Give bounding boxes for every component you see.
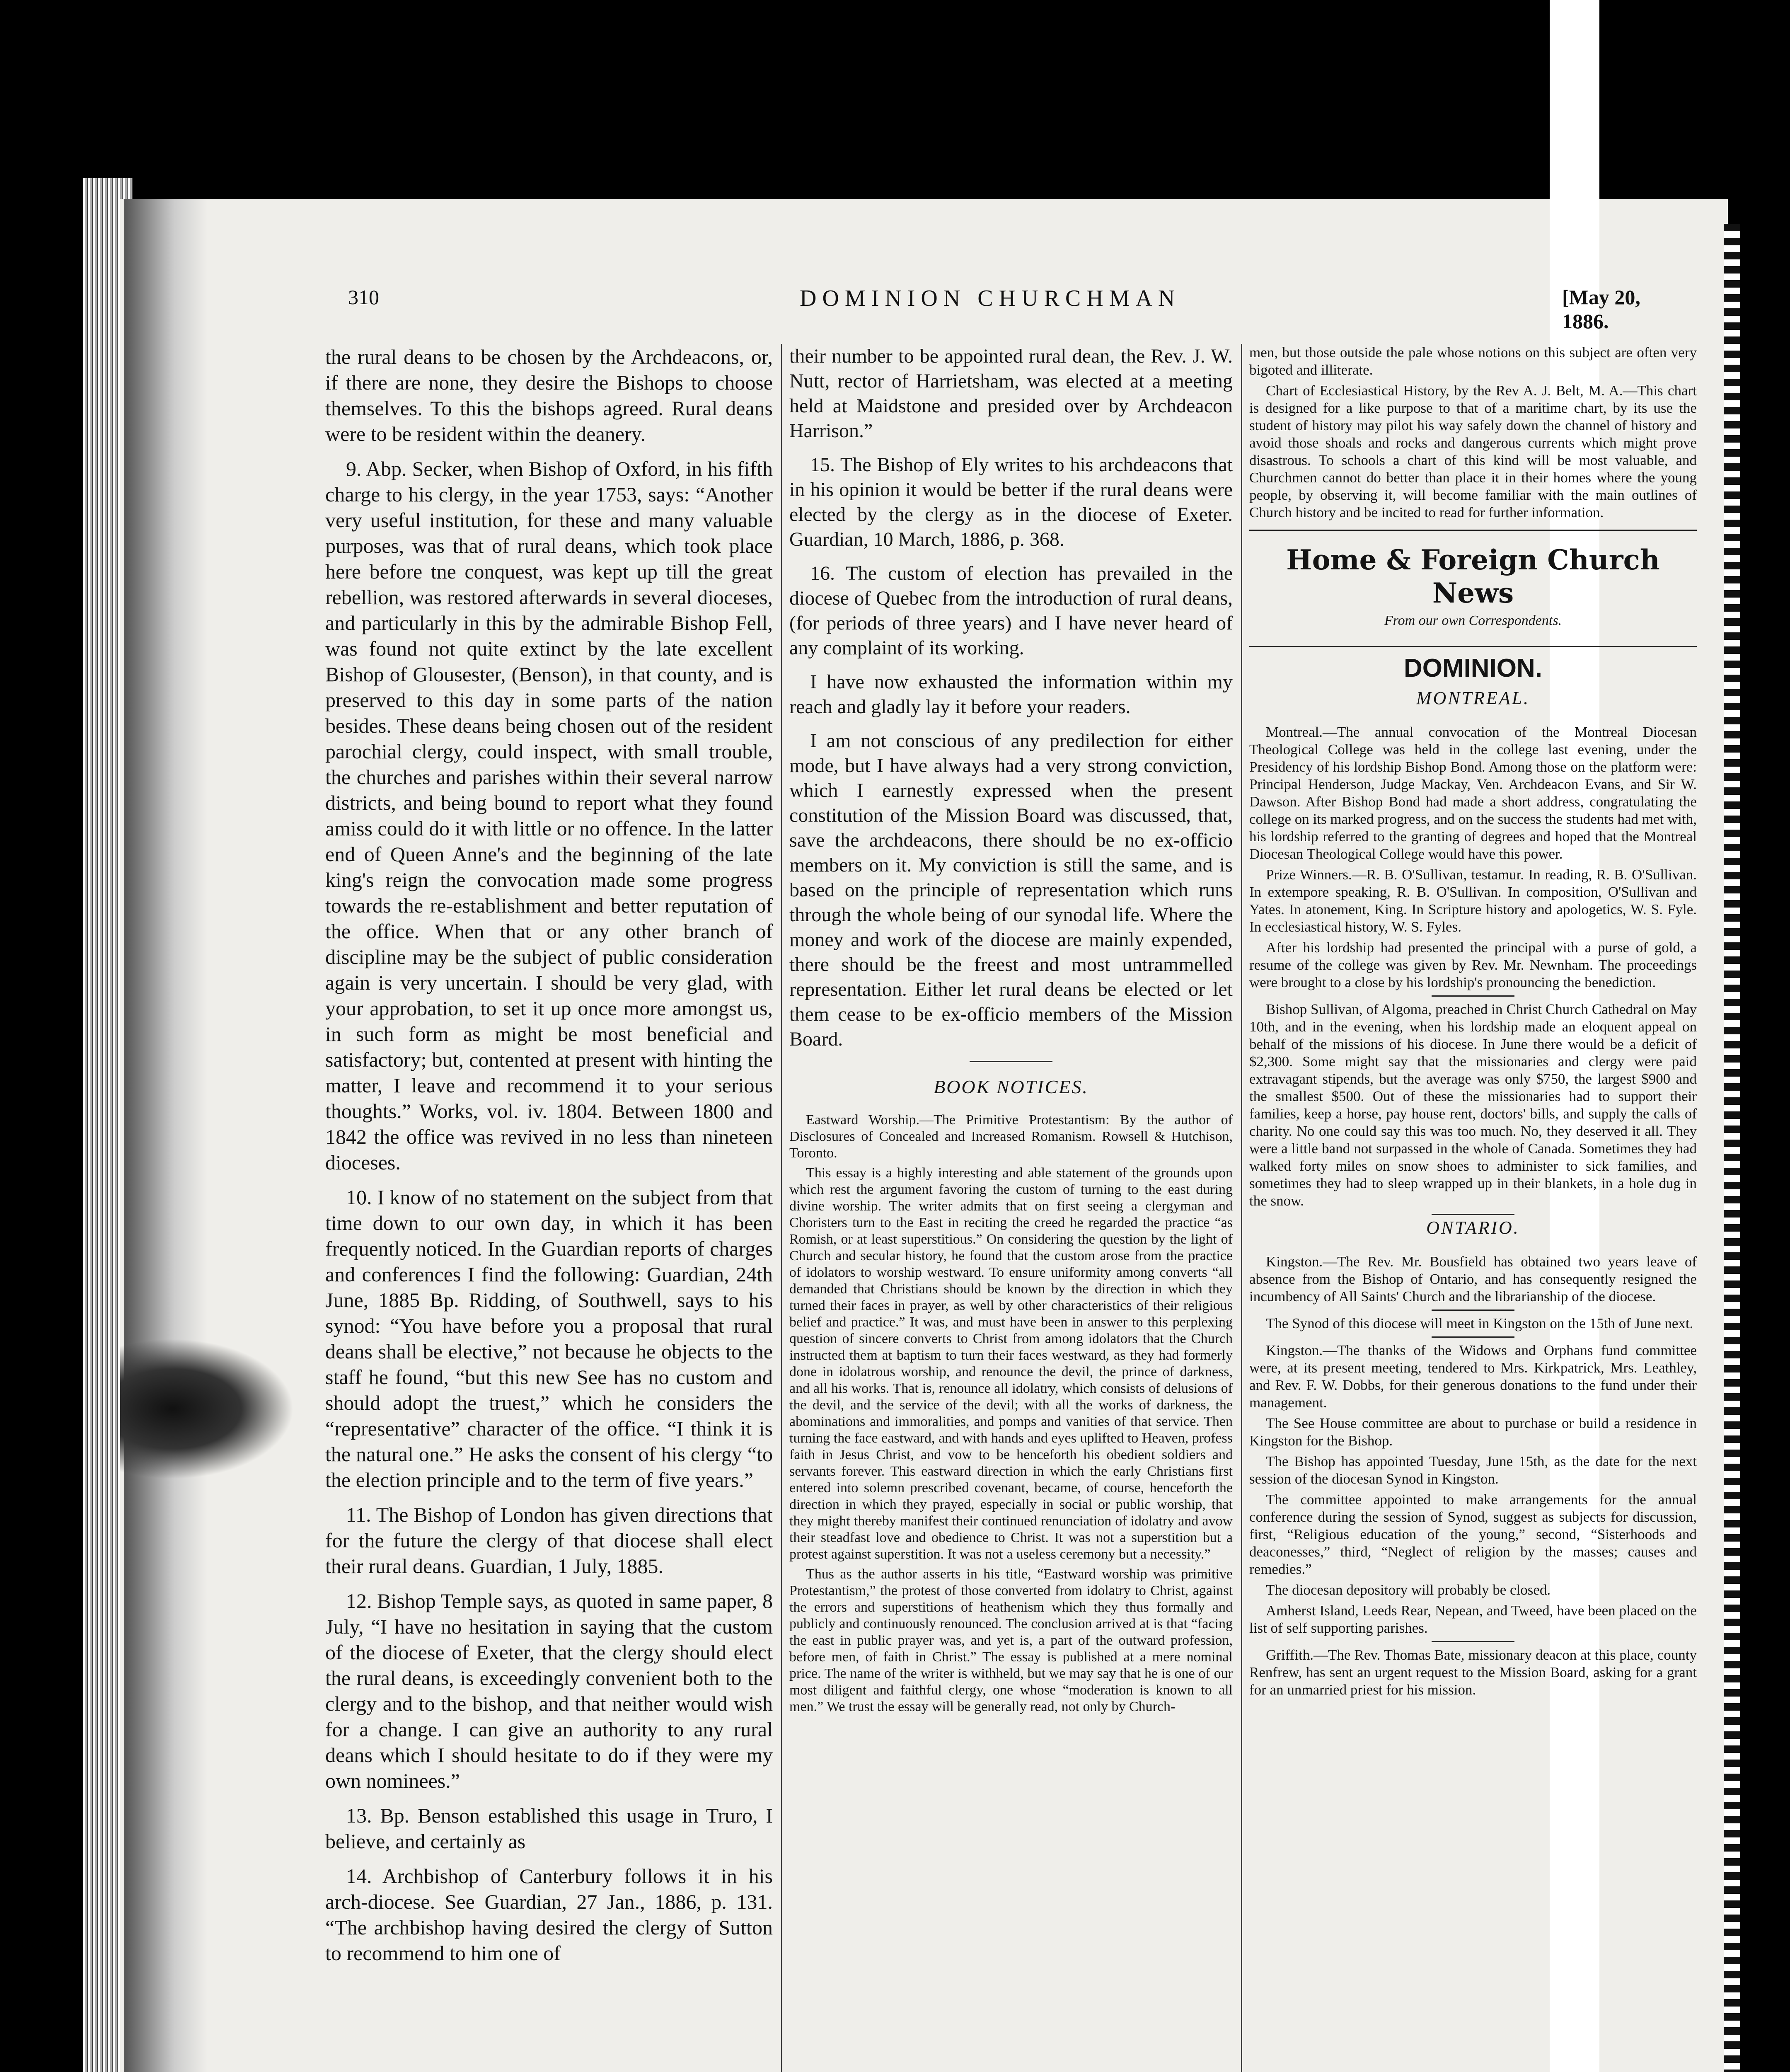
thumb-shadow <box>120 1339 294 1479</box>
paragraph: Montreal.—The annual convocation of the Montreal Diocesan Theological College was held in the college last evening, under the Presidency of his lordship Bishop Bond. Among those on the platform were: Principal Henderson, Judge Mackay, Ven. Archdeacon Evans, and Sir W. Dawson. After Bishop Bond had made a short address, congratulating the college on its marked progress, and on the success the students had met with, his lordship referred to the granting of degrees and hoped that the Montreal Diocesan Theological College would have this power. <box>1249 724 1697 862</box>
section-title: Home & Foreign Church News <box>1249 530 1697 610</box>
paragraph: The diocesan depository will probably be closed. <box>1266 1582 1551 1598</box>
paragraph: The Synod of this diocese will meet in Kingston on the 15th of June next. <box>1266 1315 1693 1331</box>
paragraph: 15. The Bishop of Ely writes to his archdeacons that in his opinion it would be better if the rural deans were elected by the clergy as in the diocese of Exeter. Guardian, 10 March, 1886, p. 368. <box>789 454 1233 550</box>
paragraph: 14. Archbishop of Canterbury follows it in his arch-diocese. See Guardian, 27 Jan., 1886, p. 131. “The archbishop having desired the clergy of Sutton to recommend to him one of <box>325 1864 773 1965</box>
paragraph: their number to be appointed rural dean, the Rev. J. W. Nutt, rector of Harrietsham, was elected at a meeting held at Maidstone and presided over by Archdeacon Harrison.” <box>789 345 1233 442</box>
page-number: 310 <box>348 286 379 309</box>
paragraph: Eastward Worship.—The Primitive Protestantism: By the author of Disclosures of Concealed and Increased Romanism. Rowsell & Hutchison, Toronto. <box>789 1112 1233 1161</box>
paragraph: 11. The Bishop of London has given directions that for the future the clergy of that diocese shall elect their rural deans. Guardian, 1 July, 1885. <box>325 1503 773 1578</box>
column-1 <box>325 344 773 2072</box>
divider <box>1432 995 1514 997</box>
column-2 <box>789 344 1233 2072</box>
paragraph: Prize Winners.—R. B. O'Sullivan, testamur. In reading, R. B. O'Sullivan. In extempore speaking, R. B. O'Sullivan. In composition, O'Sullivan and Yates. In atonement, King. In Scripture history and apologetics, W. S. Fyle. In ecclesiastical history, W. S. Fyles. <box>1249 867 1697 935</box>
paragraph: Kingston.—The thanks of the Widows and Orphans fund committee were, at its present meeting, tendered to Mrs. Kirkpatrick, Mrs. Leathley, and Rev. F. W. Dobbs, for their generous donations to the fund under their management. <box>1249 1342 1697 1411</box>
paragraph: I have now exhausted the information within my reach and gladly lay it before your readers. <box>789 671 1233 718</box>
paragraph: This essay is a highly interesting and able statement of the grounds upon which rest the argument favoring the custom of turning to the east during divine worship. The writer admits that on first seeing a clergyman and Choristers turn to the East in reciting the creed he regarded the practice “as Romish, or at least superstitious.” On considering the question by the light of Church and secular history, he found that the custom arose from the practice of idolators to worship westward. To ensure uniformity among converts “all demanded that Christians should be known by the direction in which they turned their faces in prayer, as well by other characteristics of their religious belief and practice.” It was, and must have been in answer to this perplexing question of sincere converts to Christ from among idolators that the Church instructed them at baptism to turn their faces westward, as they had formerly done in idolatrous worship, and renounce the devil, the prince of darkness, and all his works. That is, renounce all idolatry, which consists of delusions of the devil, and the service of the devil; with all the works of darkness, the abominations and immoralities, and pomps and vanities of that service. Then turning the face eastward, and with hands and eyes uplifted to Heaven, profess faith in Jesus Christ, and vow to be henceforth his obedient soldiers and servants forever. This eastward direction in which the early Christians first entered into solemn prescribed covenant, became, of course, henceforth the direction in which they prayed, especially in social or public worship, that they might thereby manifest their continued renunciation of idolatry and avow their steadfast love and obedience to Christ. It was not a superstition but a protest against superstition. It was not a useless ceremony but a necessity.” <box>789 1165 1233 1562</box>
paragraph: The See House committee are about to purchase or build a residence in Kingston for the Bishop. <box>1249 1415 1697 1449</box>
column-divider <box>781 344 782 2072</box>
paragraph: The Bishop has appointed Tuesday, June 15th, as the date for the next session of the diocesan Synod in Kingston. <box>1249 1453 1697 1487</box>
paragraph: 16. The custom of election has prevailed in the diocese of Quebec from the introduction of rural deans, (for periods of three years) and I have never heard of any complaint of its working. <box>789 562 1233 659</box>
right-edge-strip <box>1724 224 1740 2072</box>
paragraph: 9. Abp. Secker, when Bishop of Oxford, in his fifth charge to his clergy, in the year 1753, says: “Another very useful institution, for these and many valuable purposes, was that of rural deans, which took place here before tne conquest, was kept up till the great rebellion, was restored afterwards in several dioceses, and particularly in this by the admirable Bishop Fell, was found not quite extinct by the late excellent Bishop of Glousester, (Benson), in that county, and is preserved to this day in some parts of the nation besides. These deans being chosen out of the resident parochial clergy, could inspect, with small trouble, the churches and parishes within their several narrow districts, and being bound to report what they found amiss could do it with little or no offence. In the latter end of Queen Anne's and the beginning of the late king's reign the convocation made some progress towards the re-establishment and better reputation of the office. When that or any other branch of discipline may be the subject of public consideration again is very uncertain. I should be very glad, with your approbation, to set it up once more amongst us, in such form as might be most beneficial and satisfactory; but, contented at present with hinting the matter, I leave and recommend it to your serious thoughts.” Works, vol. iv. 1804. Between 1800 and 1842 the office was revived in no less than nineteen dioceses. <box>325 457 773 1174</box>
divider <box>1432 1336 1514 1338</box>
paragraph: 12. Bishop Temple says, as quoted in same paper, 8 July, “I have no hesitation in saying that the custom of the diocese of Exeter, that the clergy should elect the rural deans, is exceedingly convenient both to the clergy and to the bishop, and that neither would wish for a change. I can give an authority to any rural deans which I should hesitate to do if they were my own nominees.” <box>325 1589 773 1792</box>
paragraph: men, but those outside the pale whose notions on this subject are often very bigoted and illiterate. <box>1249 344 1697 378</box>
paragraph: Thus as the author asserts in his title, “Eastward worship was primitive Protestantism,” the protest of those converted from idolatry to Christ, against the errors and superstitions of heathenism which they thus formally and publicly and continuously renounced. The conclusion arrived at is that “facing the east in public prayer was, and yet is, a part of the outward profession, before men, of faith in Christ.” The essay is published at a mere nominal price. The name of the writer is withheld, but we may say that he is one of our most diligent and faithful clergy, one whose “moderation is known to all men.” We trust the essay will be generally read, not only by Church- <box>789 1566 1233 1714</box>
column-divider <box>1241 344 1242 2072</box>
paragraph: After his lordship had presented the principal with a purse of gold, a resume of the college was given by Rev. Mr. Newnham. The proceedings were brought to a close by his lordship's pronouncing the benediction. <box>1249 939 1697 990</box>
divider <box>970 1061 1052 1062</box>
paragraph: The committee appointed to make arrangements for the annual conference during the session of Synod, suggest as subjects for discussion, first, “Religious education of the young,” second, “Sisterhoods and deaconesses,” third, “Neglect of religion by the masses; causes and remedies.” <box>1249 1491 1697 1577</box>
paragraph: Griffith.—The Rev. Thomas Bate, missionary deacon at this place, county Renfrew, has sent an urgent request to the Mission Board, asking for a grant for an unmarried priest for his mission. <box>1249 1647 1697 1698</box>
montreal-heading: MONTREAL. <box>1416 688 1530 708</box>
page-header <box>232 285 1666 333</box>
binding-fold <box>124 199 207 2072</box>
book-notices <box>789 1112 1233 1715</box>
registration-mark <box>1583 133 1594 166</box>
paragraph: Chart of Ecclesiastical History, by the Rev A. J. Belt, M. A.—This chart is designed for a like purpose to that of a maritime chart, by its use the student of history may pilot his way safely down the channel of history and avoid those shoals and rocks and dangerous currents which might prove disastrous. To schools a chart of this kind will be most valuable, and Churchmen cannot do better than place it in their homes where the young people, by observing it, will become familiar with the main outlines of Church history and be incited to read for further information. <box>1249 382 1697 520</box>
issue-date: [May 20, 1886. <box>1562 286 1640 333</box>
divider <box>1432 1310 1514 1311</box>
section-subtitle: From our own Correspondents. <box>1384 613 1562 628</box>
divider <box>1432 1641 1514 1642</box>
paragraph: Bishop Sullivan, of Algoma, preached in Christ Church Cathedral on May 10th, and in the evening, when his lordship made an eloquent appeal on behalf of the missions of his diocese. In June there would be a deficit of $2,300. Some might say that the missionaries and clergy were paid extravagant stipends, but the average was only $750, the largest $900 and the smallest $500. Out of these the missionaries had to support their families, keep a horse, pay house rent, doctors' bills, and supply the calls of charity. No one could say this was too much. No, they deserved it all. They were a little band not surpassed in the whole of Canada. Sometimes they had walked forty miles on snow shoes to administer to sick families, and sometimes they had to sleep wrapped up in their blankets, in a hole dug in the snow. <box>1249 1001 1697 1209</box>
paragraph: Kingston.—The Rev. Mr. Bousfield has obtained two years leave of absence from the Bishop of Ontario, and has consequently resigned the incumbency of All Saints' Church and the librarianship of the diocese. <box>1249 1254 1697 1305</box>
ontario-heading: ONTARIO. <box>1426 1218 1520 1238</box>
paragraph: Amherst Island, Leeds Rear, Nepean, and Tweed, have been placed on the list of self supporting parishes. <box>1249 1602 1697 1636</box>
paragraph: I am not conscious of any predilection for either mode, but I have always had a very strong conviction, which I earnestly expressed when the present constitution of the Mission Board was discussed, that, save the archdeacons, there should be no ex-officio members on it. My conviction is still the same, and is based on the principle of representation which runs through the whole being of our synodal life. Where the money and work of the diocese are mainly expended, there should be the freest and most untrammelled representation. Either let rural deans be elected or let them cease to be ex-officio members of the Mission Board. <box>789 730 1233 1050</box>
paragraph: the rural deans to be chosen by the Archdeacons, or, if there are none, they desire the Bishops to choose themselves. To this the bishops agreed. Rural deans were to be resident within the deanery. <box>325 345 773 445</box>
dominion-heading: DOMINION. <box>1249 646 1697 677</box>
divider <box>1432 1214 1514 1215</box>
column-3 <box>1249 344 1697 2072</box>
journal-title: DOMINION CHURCHMAN <box>800 286 1181 311</box>
registration-mark <box>1562 133 1573 166</box>
book-notices-heading: BOOK NOTICES. <box>934 1076 1089 1097</box>
paragraph: 10. I know of no statement on the subject from that time down to our own day, in which it has been frequently noticed. In the Guardian reports of charges and conferences I find the following: Guardian, 24th June, 1885 Bp. Ridding, of Southwell, says to his synod: “You have before you a proposal that rural deans shall be elective,” not because he objects to the staff he found, “but this new See has no custom and should adopt the truest,” which he considers the “representative” character of the office. “I think it is the natural one.” He asks the consent of his clergy “to the election principle and to the term of five years.” <box>325 1186 773 1491</box>
paragraph: 13. Bp. Benson established this usage in Truro, I believe, and certainly as <box>325 1804 773 1853</box>
